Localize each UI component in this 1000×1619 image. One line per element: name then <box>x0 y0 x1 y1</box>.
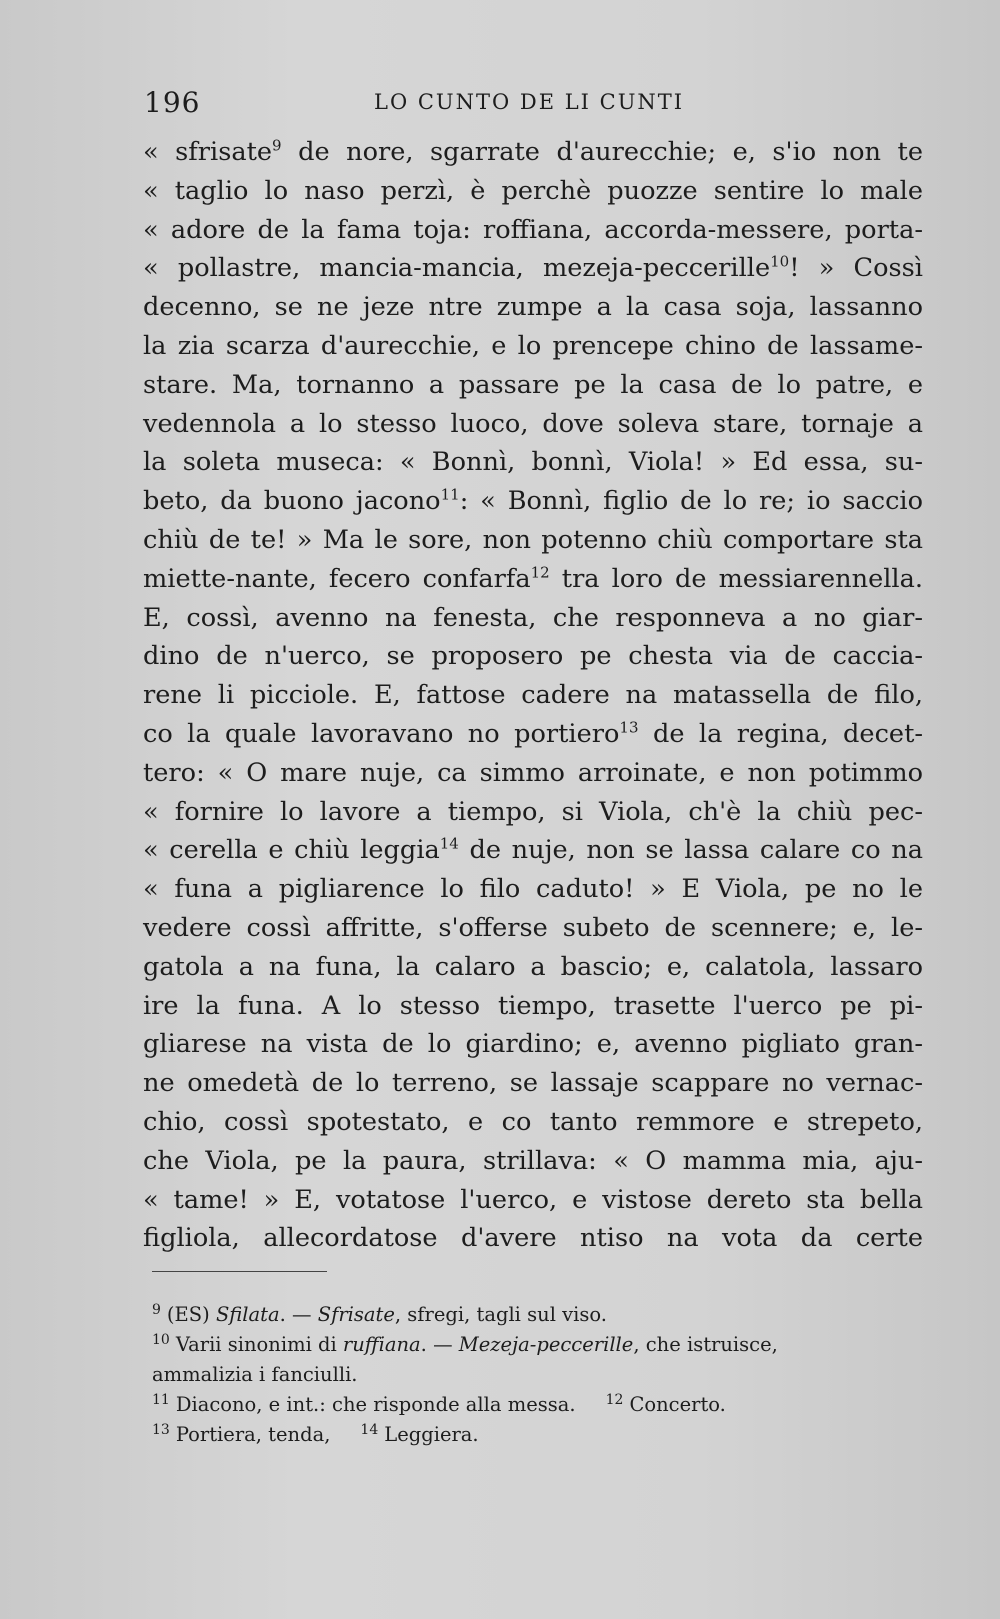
text-line: gliarese na vista de lo giardino; e, avenno pigliato gran- <box>143 1029 923 1060</box>
text-line: E, cossì, avenno na fenesta, che responneva a no giar- <box>143 602 923 633</box>
text-line: tero: « O mare nuje, ca simmo arroinate, e non potimmo <box>143 757 923 788</box>
text-line: figliola, allecordatose d'avere ntiso na vota da certe <box>143 1223 923 1254</box>
text-line: « cerella e chiù leggia$^{14}$ de nuje, non se lassa calare co na <box>143 834 923 866</box>
text-line: vedere cossì affritte, s'offerse subeto de scennere; e, le- <box>143 912 923 943</box>
text-line: « funa a pigliarence lo filo caduto! » E Viola, pe no le <box>143 874 923 905</box>
text-line: « taglio lo naso perzì, è perchè puozze sentire lo male <box>143 175 923 206</box>
text-line: stare. Ma, tornanno a passare pe la casa de lo patre, e <box>143 369 923 400</box>
footnote-10: $^{10}$ Varii sinonimi di ruffiana. — Mezeja-peccerille, che istruisce, <box>152 1331 778 1356</box>
text-line: chiù de te! » Ma le sore, non potenno chiù comportare sta <box>143 524 923 555</box>
text-line: « adore de la fama toja: roffiana, accorda-messere, porta- <box>143 214 923 245</box>
footnote-divider <box>152 1271 327 1272</box>
body-text <box>143 133 923 1297</box>
text-line: « fornire lo lavore a tiempo, si Viola, ch'è la chiù pec- <box>143 796 923 827</box>
text-line: ire la funa. A lo stesso tiempo, trasette l'uerco pe pi- <box>143 990 923 1021</box>
footnote-10-continued: ammalizia i fanciulli. <box>152 1363 358 1386</box>
text-line: vedennola a lo stesso luoco, dove soleva stare, tornaje a <box>143 408 923 439</box>
text-line: « tame! » E, votatose l'uerco, e vistose dereto sta bella <box>143 1184 923 1215</box>
text-line: che Viola, pe la paura, strillava: « O mamma mia, aju- <box>143 1145 923 1176</box>
text-line: la zia scarza d'aurecchie, e lo prencepe chino de lassame- <box>143 330 923 361</box>
text-line: beto, da buono jacono$^{11}$: « Bonnì, figlio de lo re; io saccio <box>143 485 923 517</box>
running-title: LO CUNTO DE LI CUNTI <box>374 90 685 114</box>
text-line: la soleta museca: « Bonnì, bonnì, Viola! » Ed essa, su- <box>143 447 923 478</box>
text-line: ne omedetà de lo terreno, se lassaje scappare no vernac- <box>143 1068 923 1099</box>
text-line: miette-nante, fecero confarfa$^{12}$ tra loro de messiarennella. <box>143 563 923 594</box>
footnotes <box>152 1300 922 1450</box>
text-line: gatola a na funa, la calaro a bascio; e, calatola, lassaro <box>143 951 923 982</box>
text-line: dino de n'uerco, se proposero pe chesta via de caccia- <box>143 641 923 672</box>
text-line: rene li picciole. E, fattose cadere na matassella de filo, <box>143 680 923 711</box>
page-number: 196 <box>144 86 201 119</box>
text-line <box>143 1258 923 1297</box>
text-line: co la quale lavoravano no portiero$^{13}$ de la regina, decet- <box>143 718 923 749</box>
text-line: decenno, se ne jeze ntre zumpe a la casa soja, lassanno <box>143 292 923 323</box>
text-line: « pollastre, mancia-mancia, mezeja-peccerille$^{10}$! » Cossì <box>143 252 923 284</box>
text-line: chio, cossì spotestato, e co tanto remmore e strepeto, <box>143 1106 923 1137</box>
footnote-11-12: $^{11}$ Diacono, e int.: che risponde alla messa. $^{12}$ Concerto. <box>152 1391 726 1416</box>
footnote-13-14: $^{13}$ Portiera, tenda, $^{14}$ Leggiera. <box>152 1421 479 1446</box>
page-header <box>144 86 904 126</box>
text-line: « sfrisate$^9$ de nore, sgarrate d'aurecchie; e, s'io non te <box>143 136 923 167</box>
footnote-9: $^9$ (ES) Sfilata. — Sfrisate, sfregi, tagli sul viso. <box>152 1301 607 1326</box>
